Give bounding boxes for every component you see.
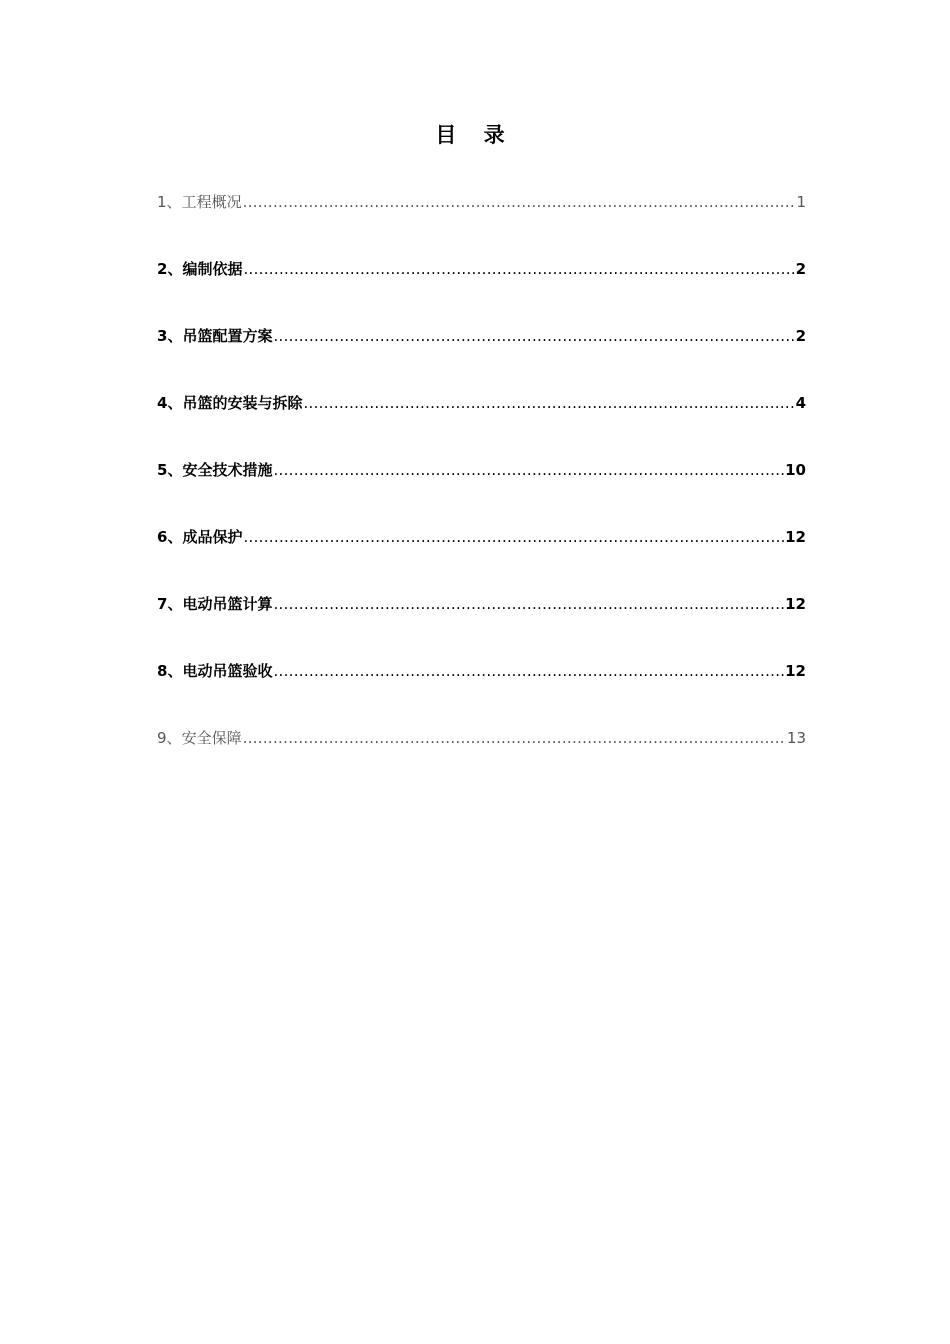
toc-page-number: 13	[786, 729, 806, 747]
toc-dot-leader	[273, 457, 784, 483]
toc-entry-label: 5、安全技术措施	[157, 461, 273, 479]
toc-entry-3[interactable]	[157, 323, 806, 390]
toc-dot-leader	[243, 524, 784, 550]
toc-entry-6[interactable]	[157, 524, 806, 591]
toc-page-number: 12	[785, 662, 806, 680]
toc-entry-label: 1、工程概况	[157, 193, 242, 211]
toc-entry-label: 6、成品保护	[157, 528, 243, 546]
toc-dot-leader	[273, 658, 784, 684]
toc-dot-leader	[243, 256, 794, 282]
toc-dot-leader	[273, 591, 784, 617]
toc-entry-5[interactable]	[157, 457, 806, 524]
toc-entry-label: 8、电动吊篮验收	[157, 662, 273, 680]
toc-entry-label: 7、电动吊篮计算	[157, 595, 273, 613]
toc-dot-leader	[303, 390, 794, 416]
toc-page-number: 12	[785, 528, 806, 546]
toc-entry-2[interactable]	[157, 256, 806, 323]
toc-page-number: 4	[795, 394, 806, 412]
toc-page-number: 2	[795, 327, 806, 345]
toc-dot-leader	[273, 323, 794, 349]
toc-page-number: 1	[796, 193, 806, 211]
toc-dot-leader	[243, 725, 786, 751]
page-title: 目 录	[435, 123, 515, 147]
toc-entry-8[interactable]	[157, 658, 806, 725]
toc-page-number: 12	[785, 595, 806, 613]
toc-entry-9[interactable]	[157, 725, 806, 792]
table-of-contents	[157, 189, 806, 792]
toc-entry-1[interactable]	[157, 189, 806, 256]
toc-entry-7[interactable]	[157, 591, 806, 658]
toc-entry-label: 2、编制依据	[157, 260, 243, 278]
toc-entry-4[interactable]	[157, 390, 806, 457]
toc-entry-label: 9、安全保障	[157, 729, 242, 747]
toc-page-number: 2	[795, 260, 806, 278]
toc-entry-label: 3、吊篮配置方案	[157, 327, 273, 345]
toc-dot-leader	[243, 189, 796, 215]
toc-page-number: 10	[785, 461, 806, 479]
toc-entry-label: 4、吊篮的安装与拆除	[157, 394, 303, 412]
